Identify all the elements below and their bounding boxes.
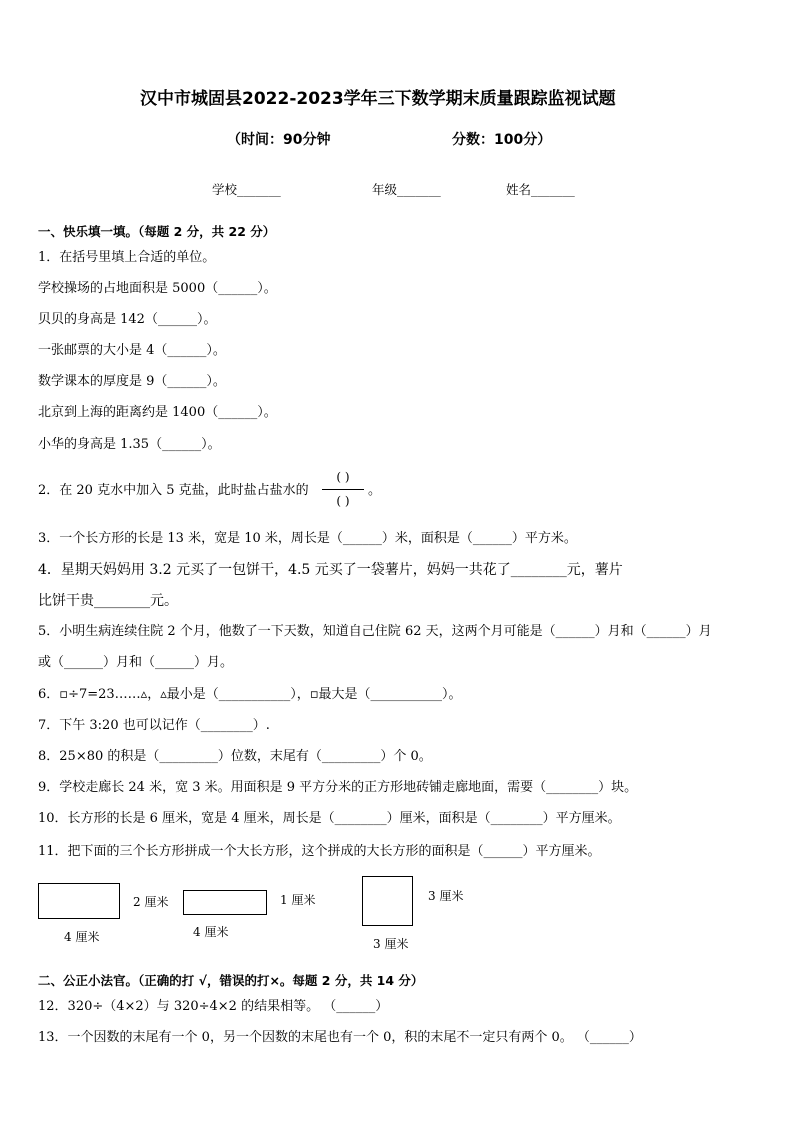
fraction-bar [322, 489, 364, 490]
question-1-item: 北京到上海的距离约是 1400（______）。 [38, 405, 277, 420]
question-12: 12．320÷（4×2）与 320÷4×2 的结果相等。 （______） [38, 999, 389, 1014]
rectangle-4x1-height-label: 1 厘米 [280, 893, 316, 907]
question-2: 2．在 20 克水中加入 5 克盐，此时盐占盐水的 [38, 483, 309, 498]
question-9: 9．学校走廊长 24 米，宽 3 米。用面积是 9 平方分米的正方形地砖铺走廊地面，需要（________）块。 [38, 780, 638, 795]
rectangle-4x2-width-label: 4 厘米 [64, 930, 100, 944]
question-5-line2: 或（______）月和（______）月。 [38, 655, 234, 670]
section-heading: 一、快乐填一填。（每题 2 分，共 22 分） [38, 224, 276, 239]
question-1-item: 小华的身高是 1.35（______）。 [38, 437, 221, 452]
question-13: 13．一个因数的末尾有一个 0，另一个因数的末尾也有一个 0，积的末尾不一定只有两个 0。 （______） [38, 1030, 642, 1045]
exam-time: （时间：90分钟 [227, 132, 331, 148]
question-5-line1: 5．小明生病连续住院 2 个月，他数了一下天数，知道自己住院 62 天，这两个月可能是（______）月和（______）月 [38, 624, 712, 639]
question-1-item: 贝贝的身高是 142（______）。 [38, 312, 217, 327]
rectangle-4x1 [183, 890, 267, 915]
exam-score: 分数：100分） [452, 132, 552, 148]
rectangle-4x2 [38, 883, 120, 919]
square-3x3 [362, 876, 413, 926]
question-8: 8．25×80 的积是（_________）位数，末尾有（_________）个 0。 [38, 749, 432, 764]
square-3x3-height-label: 3 厘米 [428, 889, 464, 903]
question-4-line1: 4．星期天妈妈用 3.2 元买了一包饼干，4.5 元买了一袋薯片，妈妈一共花了________元，薯片 [38, 562, 623, 578]
rectangle-4x2-height-label: 2 厘米 [133, 895, 169, 909]
page-title: 汉中市城固县2022-2023学年三下数学期末质量跟踪监视试题 [140, 89, 616, 109]
question-1-item: 一张邮票的大小是 4（______）。 [38, 343, 226, 358]
rectangle-4x1-width-label: 4 厘米 [193, 925, 229, 939]
question-1-item: 数学课本的厚度是 9（______）。 [38, 374, 226, 389]
question-3: 3．一个长方形的长是 13 米，宽是 10 米，周长是（______）米，面积是（______）平方米。 [38, 531, 577, 546]
section-heading: 二、公正小法官。（正确的打 √，错误的打×。每题 2 分，共 14 分） [38, 973, 424, 988]
question-4-line2: 比饼干贵________元。 [38, 593, 178, 609]
fraction-numerator: ( ) [336, 470, 350, 484]
question-10: 10．长方形的长是 6 厘米，宽是 4 厘米，周长是（________）厘米，面积是（________）平方厘米。 [38, 811, 621, 826]
question-6: 6．▫÷7=23……▵，▵最小是（___________），▫最大是（___________）。 [38, 687, 462, 702]
question-1: 1．在括号里填上合适的单位。 [38, 250, 216, 265]
fraction-denominator: ( ) [336, 494, 350, 508]
school-field: 学校_______ [212, 182, 281, 197]
question-7: 7．下午 3:20 也可以记作（________）. [38, 718, 270, 733]
name-field: 姓名_______ [506, 182, 575, 197]
question-1-item: 学校操场的占地面积是 5000（______）。 [38, 281, 277, 296]
question-11: 11．把下面的三个长方形拼成一个大长方形，这个拼成的大长方形的面积是（______）平方厘米。 [38, 844, 601, 859]
grade-field: 年级_______ [372, 182, 441, 197]
square-3x3-width-label: 3 厘米 [373, 937, 409, 951]
question-2-end: 。 [368, 483, 382, 498]
